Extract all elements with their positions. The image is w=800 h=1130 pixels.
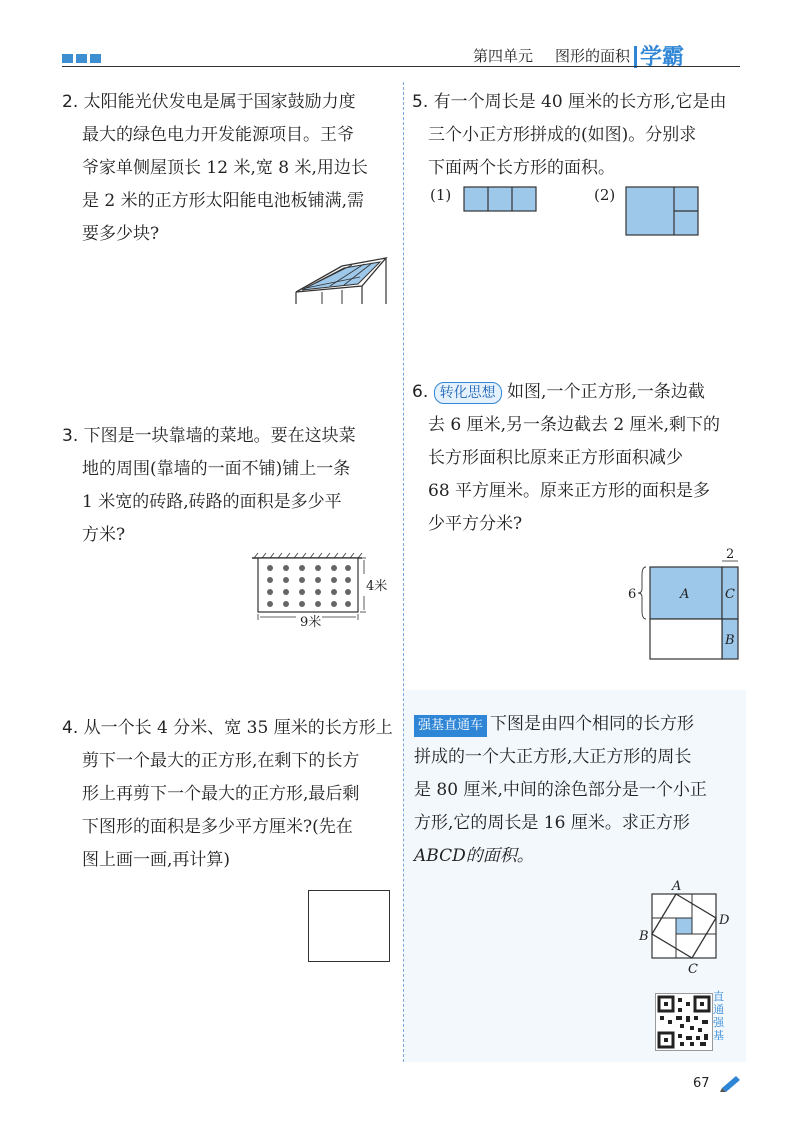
- question-4: 4. 从一个长 4 分米、宽 35 厘米的长方形上 剪下一个最大的正方形,在剩下的长方 形上再剪下一个最大的正方形,最后剩 下图形的面积是多少平方厘米?(先在 图上画一画,再计算): [62, 718, 393, 870]
- q6-label-a: A: [680, 587, 690, 602]
- transform-thinking-tag: 转化思想: [434, 382, 502, 404]
- challenge-tag: 强基直通车: [414, 715, 487, 737]
- header-decoration: [62, 54, 101, 63]
- q6-label-c: C: [725, 587, 735, 602]
- q6-label-2: 2: [726, 547, 735, 562]
- q6-square-figure: [626, 545, 742, 663]
- q5-figure-2: [625, 186, 701, 238]
- question-2: 2. 太阳能光伏发电是属于国家鼓励力度 最大的绿色电力开发能源项目。王爷 爷家单侧屋顶长 12 米,宽 8 米,用边长 是 2 米的正方形太阳能电池板铺满,需 要多少块?: [62, 92, 368, 244]
- brand-bar: [634, 46, 637, 68]
- challenge-label-d: D: [719, 913, 730, 928]
- garden-width-label: 9米: [300, 615, 322, 630]
- q5-figure-1: [463, 186, 539, 214]
- challenge-question: 强基直通车 下图是由四个相同的长方形 拼成的一个大正方形,大正方形的周长 是 80 厘米,中间的涂色部分是一个小正 方形,它的周长是 16 厘米。求正方形 ABCD的面积。: [414, 714, 707, 866]
- q6-label-b: B: [725, 633, 735, 648]
- question-6: 6. 转化思想 如图,一个正方形,一条边截 去 6 厘米,另一条边截去 2 厘米,剩下的 长方形面积比原来正方形面积减少 68 平方厘米。原来正方形的面积是多 少平方分米?: [412, 382, 721, 534]
- challenge-square-figure: [636, 878, 742, 976]
- question-5: 5. 有一个周长是 40 厘米的长方形,它是由 三个小正方形拼成的(如图)。分别求 下面两个长方形的面积。: [412, 92, 727, 178]
- challenge-label-a: A: [672, 879, 682, 894]
- question-3: 3. 下图是一块靠墙的菜地。要在这块菜 地的周围(靠墙的一面不铺)铺上一条 1 米宽的砖路,砖路的面积是多少平 方米?: [62, 426, 356, 545]
- vegetable-garden-figure: [248, 552, 396, 632]
- garden-height-label: 4米: [366, 579, 388, 594]
- q5-figure-1-label: (1): [430, 186, 452, 204]
- header-title: 第四单元 图形的面积: [472, 47, 630, 65]
- qr-code[interactable]: [655, 993, 713, 1051]
- page-number: 67: [693, 1076, 710, 1091]
- column-divider: [403, 82, 404, 1062]
- q4-rectangle-figure: [308, 890, 390, 962]
- solar-roof-illustration: [292, 252, 392, 306]
- qr-label: 直通强基: [713, 990, 724, 1042]
- q5-figure-2-label: (2): [594, 186, 616, 204]
- challenge-label-b: B: [639, 929, 649, 944]
- header-rule: [62, 66, 740, 67]
- brand-logo: 学霸: [640, 45, 685, 70]
- pencil-icon: [718, 1074, 744, 1092]
- challenge-label-c: C: [688, 962, 698, 976]
- q6-label-6: 6: [628, 587, 637, 602]
